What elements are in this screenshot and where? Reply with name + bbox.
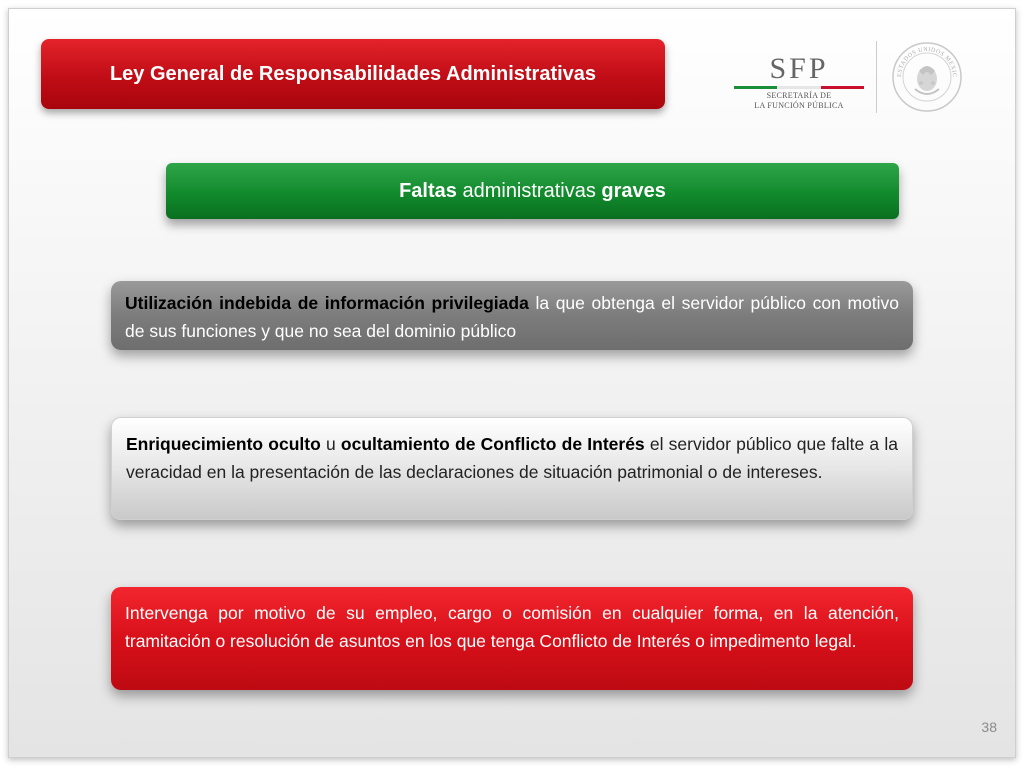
slide-title-bar xyxy=(41,39,665,109)
seal-text: ESTADOS UNIDOS MEXIC xyxy=(896,46,958,78)
sfp-acronym: SFP xyxy=(769,52,829,85)
section-heading-bar xyxy=(166,163,899,219)
section-heading xyxy=(399,180,666,203)
sfp-logo xyxy=(734,54,864,114)
slide xyxy=(8,8,1016,758)
item-box-conflicto-interes xyxy=(111,587,913,690)
heading-normal-text: administrativas xyxy=(456,179,602,202)
slide-title: Ley General de Responsabilidades Administrativas xyxy=(109,62,597,85)
sfp-tricolor-line xyxy=(734,86,864,89)
heading-bold-graves: graves xyxy=(601,179,666,202)
sfp-subtitle-line1: SECRETARÍA DE xyxy=(766,91,832,100)
item-box-informacion-privilegiada xyxy=(111,281,913,350)
logo-divider xyxy=(876,41,877,113)
item-3-text: Intervenga por motivo de su empleo, cargo o comisión en cualquier forma, en la atención, tramitación o resolución de asuntos en los que tenga Conflicto de Interés o impedimento legal. xyxy=(125,603,899,651)
item-2-bold-1: Enriquecimiento oculto xyxy=(126,434,321,454)
item-box-enriquecimiento-oculto xyxy=(111,417,913,520)
page-number: 38 xyxy=(981,719,997,735)
mexico-seal-icon xyxy=(891,41,963,113)
sfp-subtitle-line2: LA FUNCIÓN PÚBLICA xyxy=(754,101,844,110)
item-1-bold: Utilización indebida de información privilegiada xyxy=(125,293,529,313)
heading-bold-faltas: Faltas xyxy=(399,179,457,202)
item-2-text: el servidor público que falte a la veracidad en la presentación de las declaraciones de situación patrimonial o de intereses. xyxy=(126,434,898,482)
item-1-text: la que obtenga el servidor público con motivo de sus funciones y que no sea del dominio público xyxy=(125,293,899,341)
item-2-mid: u xyxy=(320,434,341,454)
item-2-bold-2: ocultamiento de Conflicto de Interés xyxy=(340,434,645,454)
